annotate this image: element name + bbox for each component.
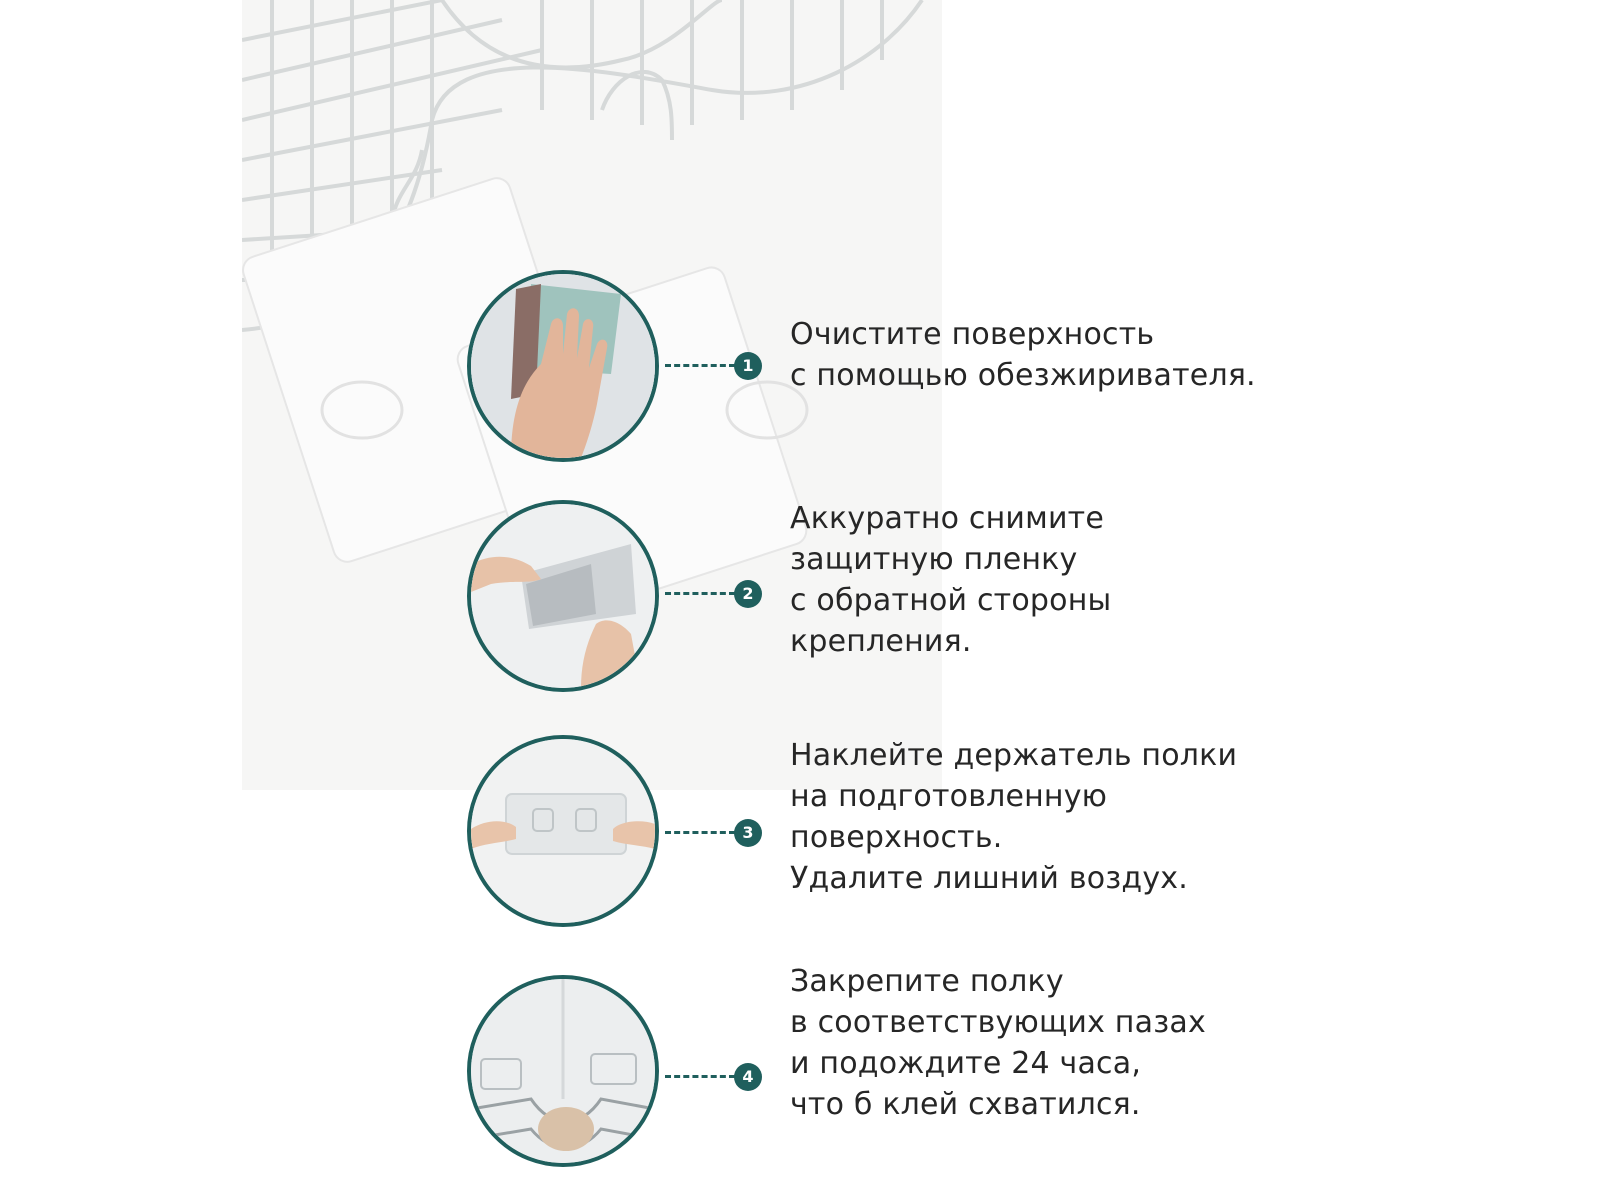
step-3-text [790, 735, 1490, 899]
step-3-line-4: Удалите лишний воздух. [790, 861, 1188, 896]
step-4-connector [665, 1075, 735, 1078]
step-4-line-2: в соответствующих пазах [790, 1005, 1206, 1040]
step-2-photo [467, 500, 659, 692]
step-2-line-1: Аккуратно снимите [790, 501, 1104, 536]
step-3-line-1: Наклейте держатель полки [790, 738, 1238, 773]
step-1-connector [665, 364, 735, 367]
step-3-photo [467, 735, 659, 927]
step-1-photo [467, 270, 659, 462]
step-4-photo [467, 975, 659, 1167]
step-4-text [790, 961, 1490, 1125]
step-3-line-3: поверхность. [790, 820, 1003, 855]
step-2-text [790, 498, 1490, 662]
step-4-line-3: и подождите 24 часа, [790, 1046, 1142, 1081]
step-1-line-2: с помощью обезжиривателя. [790, 358, 1256, 393]
step-4-line-4: что б клей схватился. [790, 1087, 1141, 1122]
step-4-number-badge: 4 [734, 1063, 762, 1091]
step-1-text [790, 314, 1490, 396]
step-1-number-badge: 1 [734, 352, 762, 380]
step-2-line-4: крепления. [790, 624, 972, 659]
step-2-line-3: с обратной стороны [790, 583, 1112, 618]
step-2-connector [665, 592, 735, 595]
step-2-number-badge: 2 [734, 580, 762, 608]
step-4-line-1: Закрепите полку [790, 964, 1064, 999]
instruction-step-4 [0, 964, 1600, 1175]
step-1-line-1: Очистите поверхность [790, 317, 1155, 352]
instruction-step-1 [0, 268, 1600, 468]
step-3-number-badge: 3 [734, 819, 762, 847]
instruction-step-2 [0, 500, 1600, 700]
step-3-connector [665, 831, 735, 834]
step-2-line-2: защитную пленку [790, 542, 1078, 577]
instruction-step-3 [0, 735, 1600, 935]
step-3-line-2: на подготовленную [790, 779, 1108, 814]
